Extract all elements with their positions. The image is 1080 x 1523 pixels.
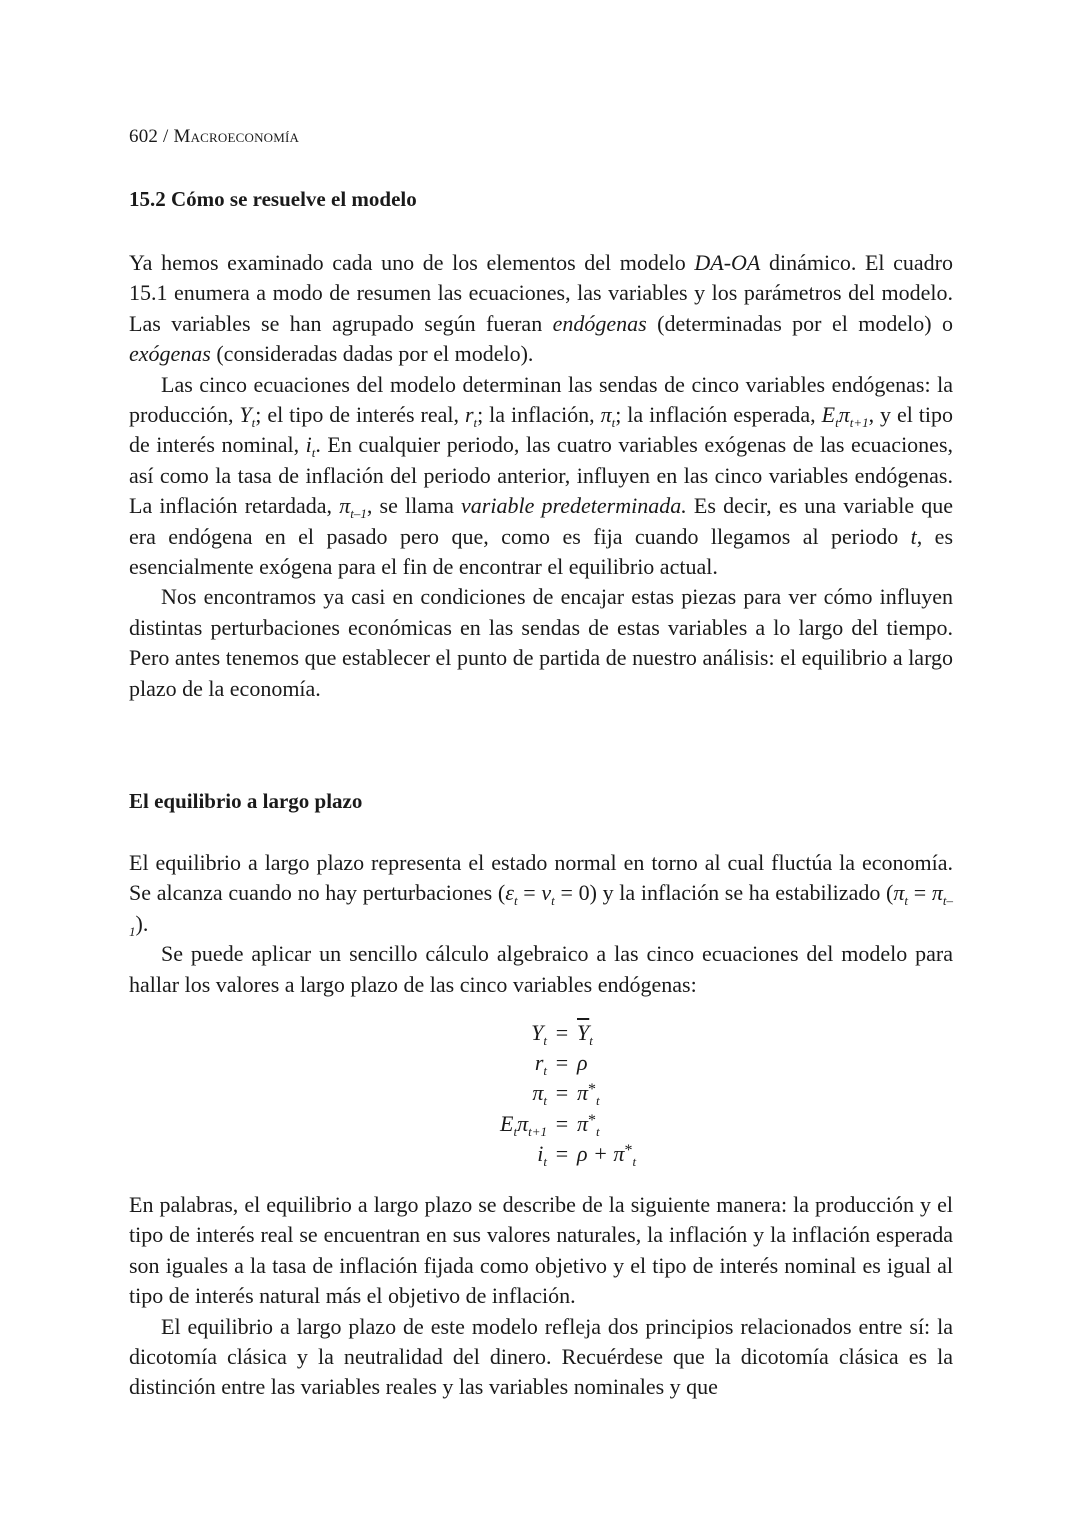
equation-inflation: $\pi_t$ = $\pi^*_t$ <box>532 1080 600 1109</box>
paragraph-2: Las cinco ecuaciones del modelo determinan las sendas de cinco variables endógenas: la producción, $Y_t$; el tipo de interés real, $r_t$; la inflación, $\pi_t$; la inflación esperada, $E_t\pi_{t+1}$, y el tipo de interés nominal, $i_t$. En cualquier periodo, las cuatro variables exógenas de las ecuaciones, así como la tasa de inflación del periodo anterior, influyen en las cinco variables endógenas. La inflación retardada, $\pi_{t-1}$, se llama variable predeterminada. Es decir, es una variable que era endógena en el pasado pero que, como es fija cuando llegamos al periodo t, es esencialmente exógena para el fin de encontrar el equilibrio actual. <box>129 371 954 580</box>
equation-expected-inflation: $E_t\pi_{t+1}$ = $\pi^*_t$ <box>500 1110 600 1139</box>
section-body <box>129 248 953 704</box>
running-header <box>129 126 299 148</box>
subsection-title: El equilibrio a largo plazo <box>129 789 363 813</box>
equation-real-rate: $r_t$ = ρ <box>534 1050 588 1079</box>
paragraph-1: Ya hemos examinado cada uno de los elementos del modelo DA-OA dinámico. El cuadro 15.1 enumera a modo de resumen las ecuaciones, las variables y los parámetros del modelo. Las variables se han agrupado según fueran endógenas (determinadas por el modelo) o exógenas (consideradas dadas por el modelo). <box>129 250 954 367</box>
equation-block <box>469 1018 669 1169</box>
paragraph-3: Nos encontramos ya casi en condiciones de encajar estas piezas para ver cómo influyen distintas perturbaciones económicas en las sendas de estas variables a lo largo del tiempo. Pero antes tenemos que establecer el punto de partida de nuestro análisis: el equilibrio a largo plazo de la economía. <box>129 584 953 701</box>
section-title: 15.2 Cómo se resuelve el modelo <box>129 187 417 211</box>
paragraph-7: El equilibrio a largo plazo de este modelo refleja dos principios relacionados entre sí: la dicotomía clásica y la neutralidad del dinero. Recuérdese que la dicotomía clásica es la distinción entre las variables reales y las variables nominales y que <box>129 1313 953 1400</box>
equation-output: $Y_t$ = $\overline{Y}_t$ <box>531 1020 593 1048</box>
paragraph-5: Se puede aplicar un sencillo cálculo algebraico a las cinco ecuaciones del modelo para hallar los valores a largo plazo de las cinco variables endógenas: <box>129 941 953 997</box>
equation-nominal-rate: $i_t$ = $\rho + \pi^*_t$ <box>537 1140 637 1169</box>
paragraph-4: El equilibrio a largo plazo representa el estado normal en torno al cual fluctúa la economía. Se alcanza cuando no hay perturbaciones $(\varepsilon_t = v_t = 0)$ y la inflación se ha estabilizado $(\pi_t = \pi_{t-1})$. <box>129 850 953 939</box>
closing-body <box>129 1190 953 1403</box>
paragraph-6: En palabras, el equilibrio a largo plazo se describe de la siguiente manera: la producción y el tipo de interés real se encuentran en sus valores naturales, la inflación y la inflación esperada son iguales a la tasa de inflación fijada como objetivo y el tipo de interés nominal es igual al tipo de interés natural más el objetivo de inflación. <box>129 1192 953 1309</box>
page-number: 602 / <box>129 126 169 147</box>
subsection-body <box>129 848 953 1000</box>
book-title: Macroeconomía <box>173 126 300 147</box>
